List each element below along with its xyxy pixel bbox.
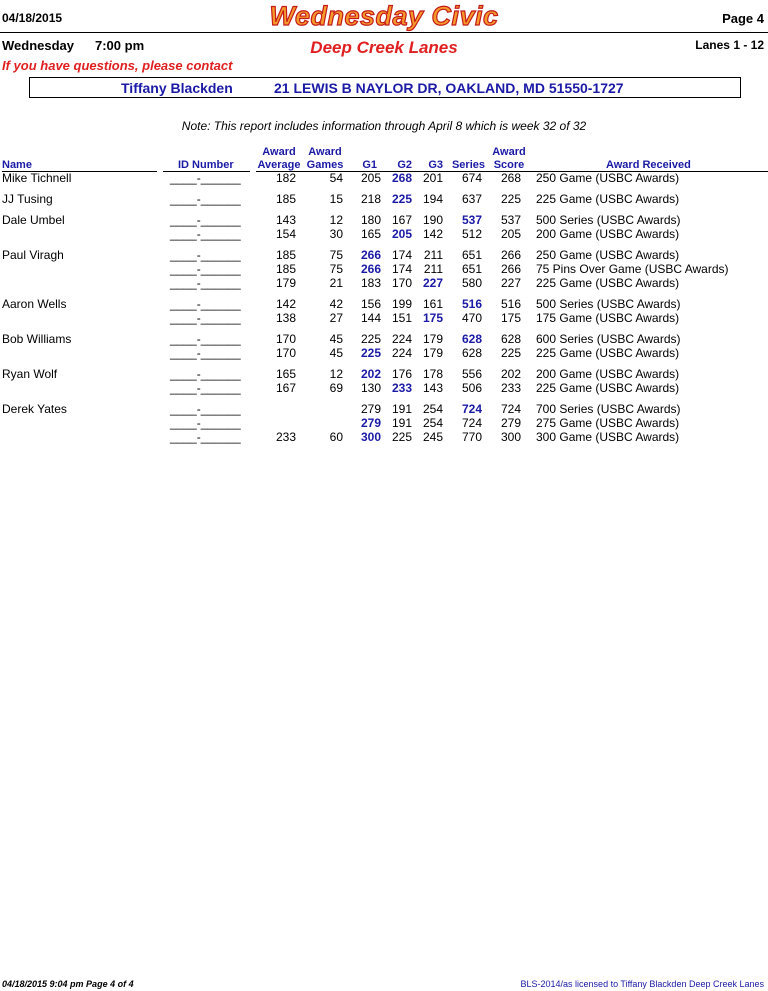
g1-cell: 130 [360,381,381,395]
g2-cell: 151 [391,311,412,325]
award-average-cell: 179 [275,276,296,290]
lane-range: Lanes 1 - 12 [695,38,764,52]
g2-cell: 174 [391,248,412,262]
award-score-cell: 202 [500,367,521,381]
award-received-cell: 700 Series (USBC Awards) [536,402,681,416]
series-cell: 628 [461,346,482,360]
col-series: Series [451,159,485,171]
g2-cell: 176 [391,367,412,381]
g3-cell: 142 [422,227,443,241]
award-received-cell: 200 Game (USBC Awards) [536,367,680,381]
report-date: 04/18/2015 [2,11,63,25]
award-games-cell: 54 [329,171,343,185]
id-number-field: ____-______ [170,171,241,185]
bowling-center: Deep Creek Lanes [310,38,458,57]
award-score-cell: 175 [500,311,521,325]
g2-cell: 225 [391,430,412,444]
award-score-cell: 724 [500,402,521,416]
g1-cell: 300 [360,430,381,444]
g2-cell: 191 [391,402,412,416]
series-cell: 724 [461,416,482,430]
id-number-field: ____-______ [170,262,241,276]
g3-cell: 178 [422,367,443,381]
series-cell: 674 [461,171,482,185]
award-received-cell: 75 Pins Over Game (USBC Awards) [536,262,729,276]
award-games-cell: 27 [329,311,343,325]
award-score-cell: 233 [500,381,521,395]
award-games-cell: 12 [329,367,343,381]
series-cell: 770 [461,430,482,444]
award-score-cell: 300 [500,430,521,444]
award-score-cell: 279 [500,416,521,430]
award-average-cell: 182 [275,171,296,185]
award-received-cell: 200 Game (USBC Awards) [536,227,680,241]
id-number-field: ____-______ [170,311,241,325]
g3-cell: 179 [422,332,443,346]
award-games-cell: 45 [329,346,343,360]
id-number-field: ____-______ [170,430,241,444]
id-number-field: ____-______ [170,332,241,346]
award-average-cell: 170 [275,332,296,346]
g3-cell: 254 [422,416,443,430]
award-average-cell: 167 [275,381,296,395]
league-day: Wednesday [2,38,75,53]
award-received-cell: 600 Series (USBC Awards) [536,332,681,346]
id-number-field: ____-______ [170,346,241,360]
award-score-cell: 628 [500,332,521,346]
g2-cell: 225 [391,192,412,206]
g1-cell: 165 [360,227,381,241]
g3-cell: 143 [422,381,443,395]
award-received-cell: 500 Series (USBC Awards) [536,297,681,311]
bowler-name: Paul Viragh [2,248,64,262]
award-games-cell: 60 [329,430,343,444]
award-average-cell: 185 [275,192,296,206]
award-received-cell: 250 Game (USBC Awards) [536,248,680,262]
g1-cell: 202 [360,367,381,381]
league-title: Wednesday Civic [269,1,499,31]
g1-cell: 218 [360,192,381,206]
g1-cell: 183 [360,276,381,290]
award-score-cell: 516 [500,297,521,311]
award-score-cell: 205 [500,227,521,241]
g3-cell: 161 [422,297,443,311]
bowler-name: Dale Umbel [2,213,65,227]
g1-cell: 144 [360,311,381,325]
g1-cell: 279 [360,416,381,430]
g2-cell: 224 [391,346,412,360]
col-award-received: Award Received [606,159,691,171]
award-average-cell: 142 [275,297,296,311]
award-score-cell: 266 [500,248,521,262]
id-number-field: ____-______ [170,227,241,241]
id-number-field: ____-______ [170,367,241,381]
contact-name: Tiffany Blackden [121,80,233,96]
contact-address: 21 LEWIS B NAYLOR DR, OAKLAND, MD 51550-1727 [274,80,624,96]
bowler-name: Derek Yates [2,402,67,416]
g1-cell: 205 [360,171,381,185]
g1-cell: 225 [360,332,381,346]
contact-prompt: If you have questions, please contact [2,58,233,73]
award-received-cell: 500 Series (USBC Awards) [536,213,681,227]
award-average-cell: 138 [275,311,296,325]
series-cell: 537 [461,213,482,227]
g2-cell: 205 [391,227,412,241]
id-number-field: ____-______ [170,248,241,262]
series-cell: 651 [461,262,482,276]
g3-cell: 179 [422,346,443,360]
series-cell: 556 [461,367,482,381]
award-received-cell: 300 Game (USBC Awards) [536,430,680,444]
g2-cell: 191 [391,416,412,430]
g2-cell: 174 [391,262,412,276]
award-average-cell: 165 [275,367,296,381]
award-games-cell: 21 [329,276,343,290]
col-award-games-l2: Games [306,159,344,171]
col-g1: G1 [362,159,377,171]
g3-cell: 194 [422,192,443,206]
award-received-cell: 275 Game (USBC Awards) [536,416,680,430]
col-award-score-l1: Award [492,146,526,158]
award-games-cell: 30 [329,227,343,241]
award-games-cell: 42 [329,297,343,311]
bowler-name: JJ Tusing [2,192,53,206]
series-cell: 724 [461,402,482,416]
g1-cell: 266 [360,248,381,262]
award-average-cell: 185 [275,262,296,276]
series-cell: 651 [461,248,482,262]
g3-cell: 254 [422,402,443,416]
award-received-cell: 225 Game (USBC Awards) [536,381,680,395]
award-games-cell: 12 [329,213,343,227]
report-note: Note: This report includes information through April 8 which is week 32 of 32 [181,119,587,133]
footer-print-info: 04/18/2015 9:04 pm Page 4 of 4 [2,979,134,989]
g1-cell: 266 [360,262,381,276]
award-average-cell: 170 [275,346,296,360]
g2-cell: 170 [391,276,412,290]
award-score-cell: 227 [500,276,521,290]
bowler-name: Mike Tichnell [2,171,72,185]
series-cell: 628 [461,332,482,346]
league-time: 7:00 pm [95,38,145,53]
col-g2: G2 [397,159,412,171]
award-average-cell: 185 [275,248,296,262]
g1-cell: 180 [360,213,381,227]
col-award-average-l2: Average [257,159,301,171]
series-cell: 470 [461,311,482,325]
g2-cell: 233 [391,381,412,395]
series-cell: 637 [461,192,482,206]
award-score-cell: 537 [500,213,521,227]
bowler-name: Aaron Wells [2,297,67,311]
series-cell: 506 [461,381,482,395]
page-number: Page 4 [722,11,764,26]
award-average-cell: 233 [275,430,296,444]
id-number-field: ____-______ [170,416,241,430]
g3-cell: 201 [422,171,443,185]
g3-cell: 190 [422,213,443,227]
award-score-cell: 225 [500,192,521,206]
col-award-average-l1: Award [262,146,296,158]
g2-cell: 268 [391,171,412,185]
g3-cell: 175 [422,311,443,325]
award-games-cell: 75 [329,248,343,262]
id-number-field: ____-______ [170,213,241,227]
col-award-score-l2: Score [493,159,525,171]
award-received-cell: 175 Game (USBC Awards) [536,311,680,325]
bowler-name: Bob Williams [2,332,72,346]
award-received-cell: 250 Game (USBC Awards) [536,171,680,185]
bowler-name: Ryan Wolf [2,367,58,381]
g2-cell: 199 [391,297,412,311]
id-number-field: ____-______ [170,402,241,416]
g3-cell: 211 [423,262,443,276]
award-average-cell: 154 [275,227,296,241]
g3-cell: 227 [422,276,443,290]
award-score-cell: 268 [500,171,521,185]
col-award-games-l1: Award [308,146,342,158]
g2-cell: 224 [391,332,412,346]
g1-cell: 279 [360,402,381,416]
award-games-cell: 15 [329,192,343,206]
award-score-cell: 225 [500,346,521,360]
award-received-cell: 225 Game (USBC Awards) [536,276,680,290]
award-received-cell: 225 Game (USBC Awards) [536,192,680,206]
award-games-cell: 45 [329,332,343,346]
id-number-field: ____-______ [170,276,241,290]
id-number-field: ____-______ [170,381,241,395]
footer-license: BLS-2014/as licensed to Tiffany Blackden Deep Creek Lanes [520,979,764,989]
series-cell: 516 [461,297,482,311]
col-g3: G3 [428,159,443,171]
award-received-cell: 225 Game (USBC Awards) [536,346,680,360]
id-number-field: ____-______ [170,297,241,311]
award-average-cell: 143 [275,213,296,227]
id-number-field: ____-______ [170,192,241,206]
series-cell: 512 [461,227,482,241]
col-id: ID Number [178,159,234,171]
col-name: Name [2,159,32,171]
award-score-cell: 266 [500,262,521,276]
g2-cell: 167 [391,213,412,227]
g1-cell: 225 [360,346,381,360]
g3-cell: 211 [423,248,443,262]
g1-cell: 156 [360,297,381,311]
g3-cell: 245 [422,430,443,444]
award-games-cell: 69 [329,381,343,395]
series-cell: 580 [461,276,482,290]
award-games-cell: 75 [329,262,343,276]
